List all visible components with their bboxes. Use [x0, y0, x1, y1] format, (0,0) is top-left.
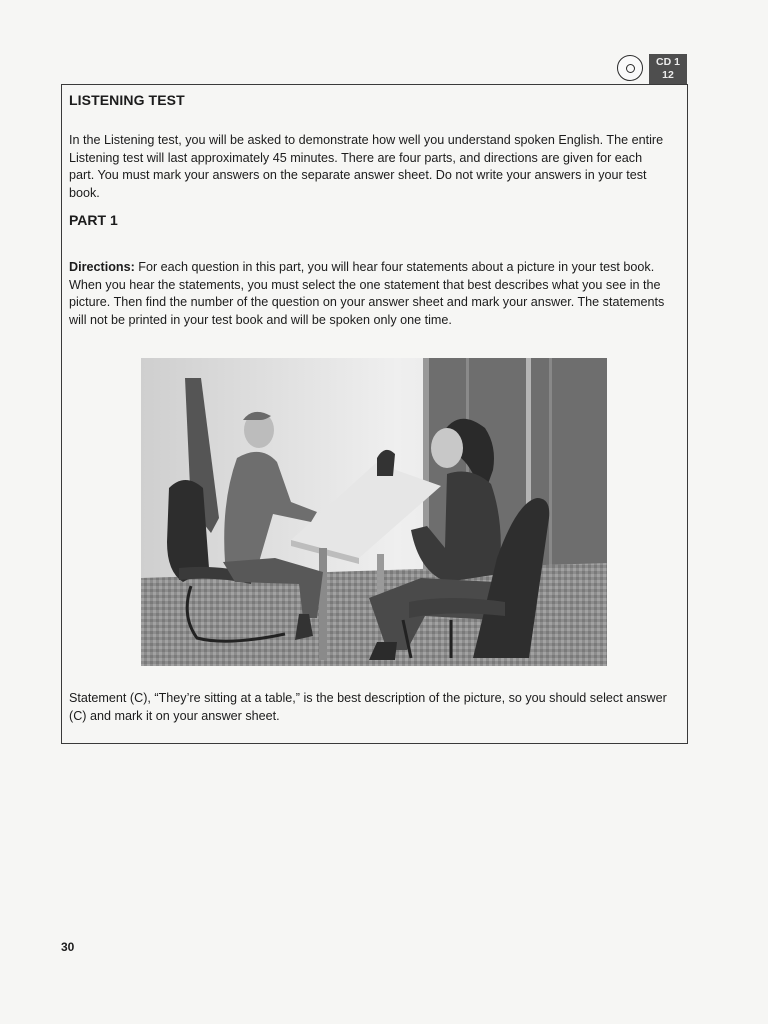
intro-paragraph: In the Listening test, you will be asked to demonstrate how well you understand spoken English. The entire Listening test will last approximately 45 minutes. There are four parts, and directions are given for each part. You must mark your answers on the separate answer sheet. Do not write your answers in your test book. — [69, 133, 664, 200]
directions-label: Directions: — [69, 260, 135, 274]
page-number: 30 — [61, 940, 75, 954]
track-number: 12 — [662, 69, 674, 81]
cd-track-label — [649, 54, 687, 84]
section-title: LISTENING TEST — [69, 92, 185, 108]
part-title: PART 1 — [69, 212, 118, 228]
cd-track-badge — [617, 54, 689, 86]
directions-paragraph — [69, 259, 673, 329]
cd-number: CD 1 — [656, 56, 680, 68]
cd-disc-icon — [617, 55, 643, 81]
example-statement: Statement (C), “They’re sitting at a table,” is the best description of the picture, so you should select answer (C) and mark it on your answer sheet. — [69, 691, 667, 723]
directions-text: For each question in this part, you will hear four statements about a picture in your test book. When you hear the statements, you must select the one statement that best describes what you see in the picture. Then find the number of the question on your answer sheet and mark your answer. The statements will not be printed in your test book and will be spoken only one time. — [69, 260, 665, 327]
left-chair — [167, 480, 209, 582]
example-photo — [141, 358, 607, 666]
